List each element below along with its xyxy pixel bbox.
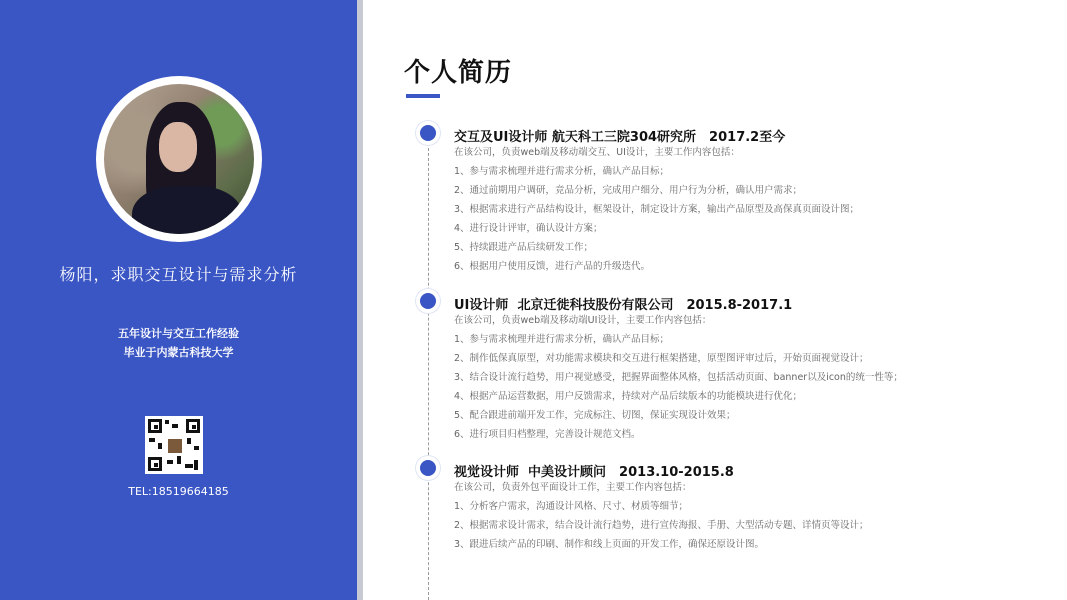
avatar-face: [159, 122, 197, 172]
timeline-dot: [420, 460, 436, 476]
qr-module: [158, 443, 162, 449]
qr-finder: [148, 457, 162, 471]
title-underline: [406, 94, 440, 98]
telephone: TEL:18519664185: [128, 485, 229, 498]
name-title: 杨阳，求职交互设计与需求分析: [59, 265, 298, 284]
job-line: 1、分析客户需求，沟通设计风格、尺寸、材质等细节；: [454, 501, 689, 512]
job-line: 4、进行设计评审，确认设计方案；: [454, 223, 603, 234]
job-line: 6、根据用户使用反馈，进行产品的升级迭代。: [454, 261, 651, 272]
job-line: 3、结合设计流行趋势，用户视觉感受，把握界面整体风格，包括活动页面、banner以及icon的统一性等；: [454, 372, 903, 383]
experience-text: 五年设计与交互工作经验: [118, 327, 239, 340]
qr-module: [165, 420, 169, 424]
job-line: 在该公司，负责外包平面设计工作，主要工作内容包括：: [454, 482, 692, 493]
qr-module: [149, 438, 155, 442]
job-line: 在该公司，负责web端及移动端UI设计，主要工作内容包括：: [454, 315, 712, 326]
job-line: 2、制作低保真原型，对功能需求模块和交互进行框架搭建，原型图评审过后，开始页面视觉设计；: [454, 353, 869, 364]
qr-code: [145, 416, 203, 474]
qr-finder: [186, 419, 200, 433]
qr-module: [167, 460, 173, 464]
qr-module: [194, 460, 198, 470]
page-title: 个人简历: [404, 58, 513, 88]
qr-center-logo: [167, 438, 183, 454]
education-text: 毕业于内蒙古科技大学: [123, 346, 234, 359]
sidebar-edge: [357, 0, 363, 600]
qr-module: [177, 456, 181, 464]
job-line: 6、进行项目归档整理，完善设计规范文档。: [454, 429, 641, 440]
job-line: 5、配合跟进前端开发工作，完成标注、切图，保证实现设计效果；: [454, 410, 736, 421]
job-line: 5、持续跟进产品后续研发工作；: [454, 242, 594, 253]
profile-sidebar: [0, 0, 357, 600]
qr-module: [187, 438, 191, 444]
job-title: UI设计师 北京迁徙科技股份有限公司 2015.8-2017.1: [454, 298, 793, 313]
job-line: 1、参与需求梳理并进行需求分析，确认产品目标；: [454, 334, 670, 345]
job-description: [454, 311, 903, 444]
job-line: 1、参与需求梳理并进行需求分析，确认产品目标；: [454, 166, 670, 177]
timeline-dot: [420, 293, 436, 309]
timeline-line: [428, 133, 429, 600]
qr-module: [185, 464, 193, 468]
timeline-dot: [420, 125, 436, 141]
avatar-body: [132, 186, 242, 234]
job-line: 3、根据需求进行产品结构设计，框架设计，制定设计方案，输出产品原型及高保真页面设计图；: [454, 204, 860, 215]
job-description: [454, 478, 869, 554]
job-title: 视觉设计师 中美设计顾问 2013.10-2015.8: [454, 465, 734, 480]
job-line: 4、根据产品运营数据，用户反馈需求，持续对产品后续版本的功能模块进行优化；: [454, 391, 803, 402]
job-line: 2、通过前期用户调研，竞品分析，完成用户细分、用户行为分析，确认用户需求；: [454, 185, 803, 196]
qr-finder: [148, 419, 162, 433]
job-line: 2、根据需求设计需求，结合设计流行趋势，进行宣传海报、手册、大型活动专题、详情页等设计；: [454, 520, 869, 531]
avatar: [104, 84, 254, 234]
job-title: 交互及UI设计师 航天科工三院304研究所 2017.2至今: [454, 130, 786, 145]
job-line: 3、跟进后续产品的印刷、制作和线上页面的开发工作，确保还原设计图。: [454, 539, 765, 550]
qr-module: [194, 446, 199, 450]
job-line: 在该公司，负责web端及移动端交互、UI设计，主要工作内容包括：: [454, 147, 740, 158]
qr-module: [172, 424, 178, 428]
job-description: [454, 143, 859, 276]
